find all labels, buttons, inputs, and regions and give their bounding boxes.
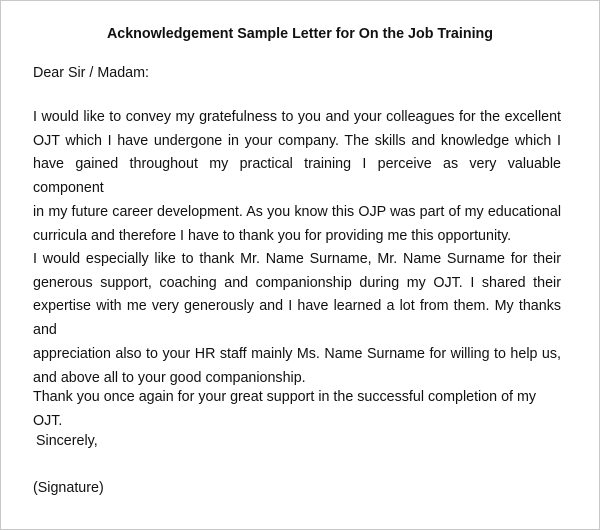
paragraph-line: in my future career development. As you know this OJP was part of my educational	[33, 203, 561, 220]
paragraph-line: I would like to convey my gratefulness to you and your colleagues for the excellent	[33, 109, 561, 125]
paragraph-line: curricula and therefore I have to thank you for providing me this opportunity.	[33, 227, 512, 244]
salutation: Dear Sir / Madam:	[33, 65, 149, 81]
paragraph-line: I would especially like to thank Mr. Name Surname, Mr. Name Surname for their	[33, 251, 561, 267]
paragraph-line: and above all to your good companionship.	[33, 369, 306, 386]
paragraph-2	[33, 248, 561, 390]
signature: (Signature)	[33, 480, 104, 496]
letter-title: Acknowledgement Sample Letter for On the Job Training	[106, 26, 494, 42]
paragraph-3: Thank you once again for your great support in the successful completion of my OJT.	[33, 389, 537, 429]
closing: Sincerely,	[36, 433, 98, 449]
paragraph-1	[33, 106, 561, 248]
paragraph-line: appreciation also to your HR staff mainly Ms. Name Surname for willing to help us,	[33, 345, 561, 362]
paragraph-line: expertise with me very generously and I have learned a lot from them. My thanks and	[33, 298, 561, 339]
paragraph-line: generous support, coaching and companionship during my OJT. I shared their	[33, 274, 561, 291]
paragraph-line: OJT which I have undergone in your company. The skills and knowledge which I	[33, 132, 561, 149]
paragraph-line: have gained throughout my practical training I perceive as very valuable component	[33, 156, 561, 197]
